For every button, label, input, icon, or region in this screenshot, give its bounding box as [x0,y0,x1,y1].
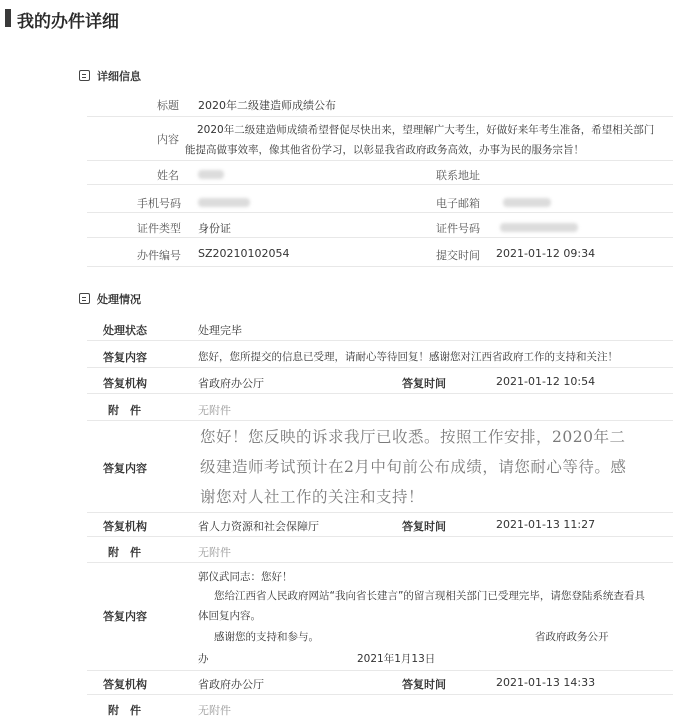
name-label: 姓名 [157,169,179,182]
list-icon [79,70,90,81]
reply-signature-end: 办 [198,653,209,665]
detail-section-title: 详细信息 [97,70,141,83]
divider [87,160,673,161]
reply-time-label: 答复时间 [402,377,446,390]
divider [87,340,673,341]
reply-content: 您好，您所提交的信息已受理，请耐心等待回复！感谢您对江西省政府工作的支持和关注！ [198,351,618,363]
divider [87,536,673,537]
page-title: 我的办件详细 [17,12,119,32]
phone-label: 手机号码 [137,197,181,210]
email-label: 电子邮箱 [436,197,480,210]
process-section-title: 处理情况 [97,293,141,306]
id-type-value: 身份证 [198,222,231,235]
attachment-label: 附 件 [108,546,141,559]
attachment-label: 附 件 [108,704,141,717]
divider [87,237,673,238]
submit-time-label: 提交时间 [436,249,480,262]
content-value-line1: 2020年二级建造师成绩希望督促尽快出来，望理解广大考生，好做好来年考生准备，希望相关部门 [197,124,655,136]
title-accent-bar [5,9,11,27]
attachment-value: 无附件 [198,704,231,717]
divider [87,116,673,117]
reply-content-label: 答复内容 [103,351,147,364]
divider [87,512,673,513]
content-label: 内容 [157,133,179,146]
reply-body-line1: 您给江西省人民政府网站“我向省长建言”的留言现相关部门已受理完毕，请您登陆系统查看具 [214,590,645,602]
status-value: 处理完毕 [198,324,242,337]
reply-content-line2: 级建造师考试预计在2月中旬前公布成绩，请您耐心等待。感 [200,458,627,476]
reply-org: 省政府办公厅 [198,377,264,390]
divider [87,393,673,394]
divider [87,367,673,368]
reply-org-label: 答复机构 [103,520,147,533]
divider [87,694,673,695]
id-number-label: 证件号码 [436,222,480,235]
divider [87,266,673,267]
reply-signature: 省政府政务公开 [535,631,609,643]
reply-time-label: 答复时间 [402,520,446,533]
list-icon [79,293,90,304]
reply-time-label: 答复时间 [402,678,446,691]
case-number-label: 办件编号 [137,249,181,262]
title-value: 2020年二级建造师成绩公布 [198,99,336,112]
reply-thanks: 感谢您的支持和参与。 [214,631,319,643]
divider [87,562,673,563]
divider [87,670,673,671]
divider [87,420,673,421]
name-value-redacted [198,170,224,179]
content-value-line2: 能提高做事效率，像其他省份学习，以彰显我省政府政务高效，办事为民的服务宗旨！ [185,144,584,156]
reply-content-label: 答复内容 [103,462,147,475]
email-value-redacted [503,198,551,207]
reply-content-line1: 您好！您反映的诉求我厅已收悉。按照工作安排，2020年二 [200,428,626,446]
reply-org-label: 答复机构 [103,377,147,390]
reply-content-label: 答复内容 [103,610,147,623]
address-label: 联系地址 [436,169,480,182]
reply-content-line3: 谢您对人社工作的关注和支持！ [200,488,425,506]
id-number-value-redacted [500,223,578,232]
attachment-label: 附 件 [108,404,141,417]
reply-time: 2021-01-13 11:27 [496,518,596,531]
divider [87,212,673,213]
reply-org-label: 答复机构 [103,678,147,691]
reply-body-line2: 体回复内容。 [198,610,261,622]
id-type-label: 证件类型 [137,222,181,235]
reply-time: 2021-01-12 10:54 [496,375,596,388]
case-number-value: SZ20210102054 [198,247,290,260]
reply-org: 省政府办公厅 [198,678,264,691]
divider [87,184,673,185]
attachment-value: 无附件 [198,546,231,559]
attachment-value: 无附件 [198,404,231,417]
title-label: 标题 [157,99,179,112]
submit-time-value: 2021-01-12 09:34 [496,247,596,260]
reply-time: 2021-01-13 14:33 [496,676,596,689]
reply-date: 2021年1月13日 [357,653,436,665]
reply-greeting: 郭仪武同志：您好！ [198,571,293,583]
phone-value-redacted [198,198,250,207]
reply-org: 省人力资源和社会保障厅 [198,520,319,533]
status-label: 处理状态 [103,324,147,337]
